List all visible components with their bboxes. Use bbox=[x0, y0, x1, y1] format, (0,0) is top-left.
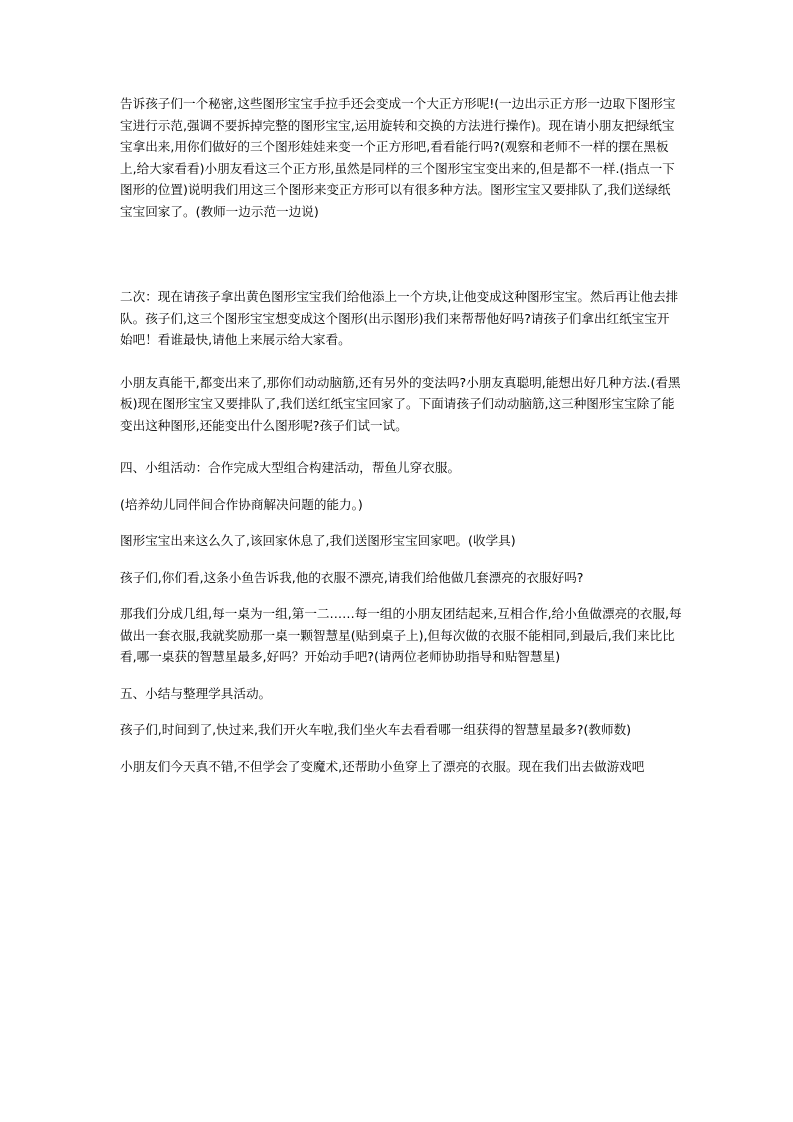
section-heading-group-activity: 四、小组活动：合作完成大型组合构建活动，帮鱼儿穿衣服。 bbox=[120, 460, 461, 475]
paragraph-fish-clothes-question: 孩子们,你们看,这条小鱼告诉我,他的衣服不漂亮,请我们给他做几套漂亮的衣服好吗? bbox=[120, 569, 584, 585]
section-heading-summary: 五、小结与整理学具活动。 bbox=[120, 685, 272, 701]
paragraph-cooperation-goal: (培养幼儿同伴间合作协商解决问题的能力。) bbox=[120, 496, 363, 512]
paragraph-second-round: 二次：现在请孩子拿出黄色图形宝宝我们给他添上一个方块,让他变成这种图形宝宝。然后再让他去排队。孩子们,这三个图形宝宝想变成这个图形(出示图形)我们来帮帮他好吗?请孩子们拿出红纸宝宝开始吧！看谁最快,请他上来展示给大家看。 bbox=[120, 289, 679, 347]
paragraph-send-shapes-home: 图形宝宝出来这么久了,该回家休息了,我们送图形宝宝回家吧。(收学具) bbox=[120, 533, 516, 548]
paragraph-time-up: 孩子们,时间到了,快过来,我们开火车啦,我们坐火车去看看哪一组获得的智慧星最多?(教师数) bbox=[120, 722, 632, 737]
document-body bbox=[120, 93, 682, 777]
paragraph-group-instructions: 那我们分成几组,每一桌为一组,第一二……每一组的小朋友团结起来,互相合作,给小鱼做漂亮的衣服,每做出一套衣服,我就奖励那一桌一颗智慧星(贴到桌子上),但每次做的衣服不能相同,到最后,我们来比比看,哪一桌获的智慧星最多,好吗？开始动手吧?(请两位老师协助指导和贴智慧星) bbox=[120, 606, 682, 664]
paragraph-closing: 小朋友们今天真不错,不但学会了变魔术,还帮助小鱼穿上了漂亮的衣服。现在我们出去做游戏吧 bbox=[120, 758, 645, 774]
paragraph-other-methods: 小朋友真能干,都变出来了,那你们动动脑筋,还有另外的变法吗?小朋友真聪明,能想出好几种方法.(看黑板)现在图形宝宝又要排队了,我们送红纸宝宝回家了。下面请孩子们动动脑筋,这三种图形宝宝除了能变出这种图形,还能变出什么图形呢?孩子们试一试。 bbox=[120, 374, 681, 433]
paragraph-shape-transform-intro: 告诉孩子们一个秘密,这些图形宝宝手拉手还会变成一个大正方形呢!(一边出示正方形一边取下图形宝宝进行示范,强调不要拆掉完整的图形宝宝,运用旋转和交换的方法进行操作)。现在请小朋友把绿纸宝宝拿出来,用你们做好的三个图形娃娃来变一个正方形吧,看看能行吗?(观察和老师不一样的摆在黑板上,给大家看看)小朋友看这三个正方形,虽然是同样的三个图形宝宝变出来的,但是都不一样.(指点一下图形的位置)说明我们用这三个图形来变正方形可以有很多种方法。图形宝宝又要排队了,我们送绿纸宝宝回家了。(教师一边示范一边说) bbox=[120, 96, 676, 219]
